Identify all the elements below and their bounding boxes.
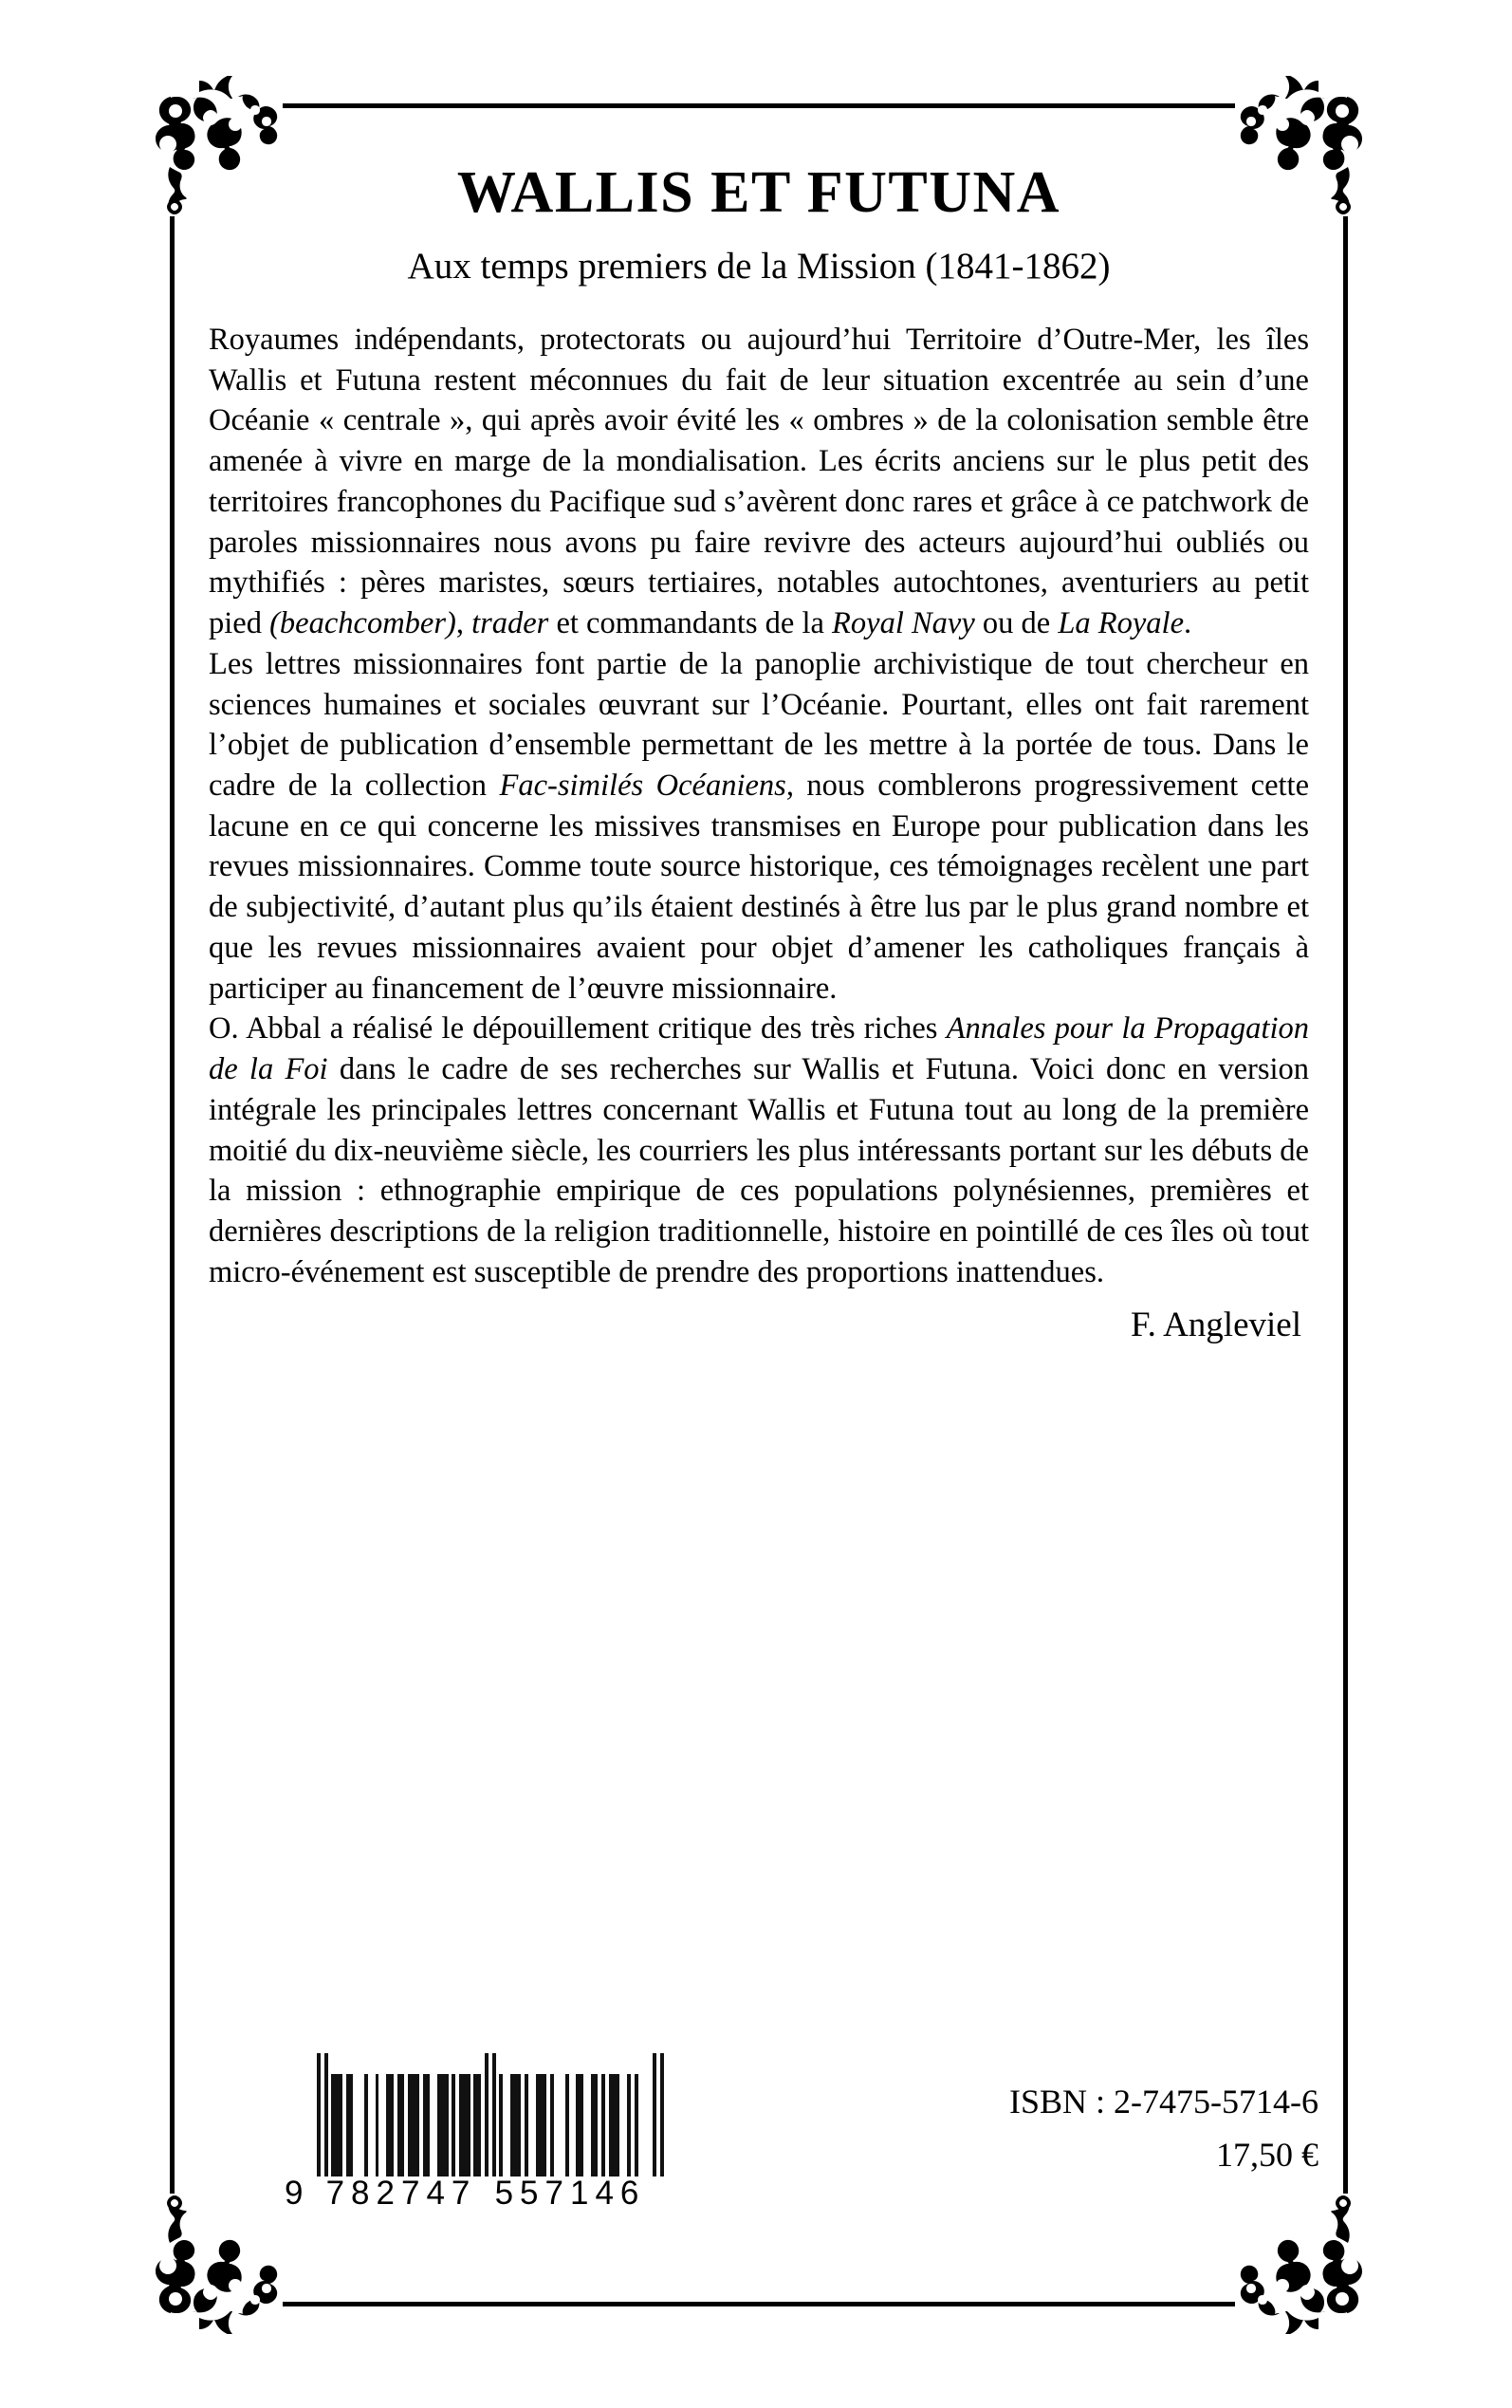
isbn-price-block — [1009, 2076, 1318, 2182]
blurb-emphasis: Royal Navy — [832, 606, 975, 641]
barcode-bar — [660, 2053, 664, 2176]
blurb-run: O. Abbal a réalisé le dépouillement critique des très riches — [209, 1011, 947, 1047]
cover-footer — [209, 2016, 1318, 2220]
barcode-bar — [423, 2074, 431, 2176]
barcode-bar — [437, 2074, 449, 2176]
barcode-bar — [459, 2074, 470, 2176]
barcode-space — [619, 2074, 627, 2176]
barcode-bar — [408, 2074, 419, 2176]
barcode-space — [503, 2074, 510, 2176]
frame-rule-bottom — [283, 2302, 1235, 2306]
blurb-emphasis: trader — [471, 606, 549, 641]
blurb-run: , — [455, 606, 472, 641]
paragraph-1 — [209, 320, 1309, 644]
barcode-space — [583, 2074, 591, 2176]
barcode-space — [569, 2074, 577, 2176]
book-title: WALLIS ET FUTUNA — [456, 160, 1061, 225]
isbn-text: ISBN : 2-7475-5714-6 — [1009, 2083, 1318, 2121]
cover-frame — [142, 76, 1375, 2334]
barcode-space — [368, 2074, 376, 2176]
barcode-space — [353, 2074, 364, 2176]
barcode-space — [430, 2074, 437, 2176]
book-subtitle: Aux temps premiers de la Mission (1841-1862) — [407, 246, 1111, 287]
barcode-bar — [386, 2074, 394, 2176]
blurb-run: Les lettres missionnaires font partie de la panoplie archivistique de tout chercheur en sciences humaines et sociales œuvrant sur l’Océanie. Pourtant, elles ont fait rarement l’objet de publication d’ensemble permettant de les mettre à la portée de tous. Dans le cadre de la collection — [209, 646, 1309, 803]
barcode-bars — [317, 2053, 664, 2176]
barcode-space — [528, 2074, 536, 2176]
back-cover-blurb — [209, 320, 1309, 1293]
barcode-space — [378, 2074, 386, 2176]
blurb-emphasis: La Royale — [1058, 606, 1185, 641]
barcode-bar — [397, 2074, 405, 2176]
frame-rule-right — [1343, 216, 1348, 2194]
barcode-lead-digit: 9 — [285, 2175, 305, 2212]
barcode-digits — [285, 2175, 664, 2213]
frame-rule-left — [170, 216, 175, 2194]
blurb-run: et commandants de la — [548, 606, 833, 641]
frame-rule-top — [283, 103, 1235, 108]
paragraph-2 — [209, 644, 1309, 1010]
price-text: 17,50 € — [1216, 2136, 1318, 2175]
barcode-bar — [591, 2074, 599, 2176]
barcode — [285, 2053, 664, 2213]
blurb-emphasis: Fac-similés Océaniens — [499, 768, 786, 803]
blurb-emphasis: (beachcomber) — [269, 606, 456, 641]
barcode-right-group: 557146 — [494, 2175, 646, 2212]
barcode-space — [638, 2074, 653, 2176]
barcode-left-group: 782747 — [325, 2175, 477, 2212]
cover-content — [209, 125, 1309, 1344]
barcode-bar — [609, 2074, 620, 2176]
blurb-emphasis: Annales pour la Propagation de la Foi — [209, 1011, 1309, 1087]
barcode-bar — [510, 2074, 522, 2176]
author-signature: F. Angleviel — [1131, 1305, 1301, 1344]
blurb-run: dans le cadre de ses recherches sur Wallis et Futuna. Voici donc en version intégrale les principales lettres concernant Wallis et Futuna tout au long de la première moitié du dix-neuvième siècle, les courriers les plus intéressants portant sur les débuts de la mission : ethnographie empirique de ces populations polynésiennes, premières et dernières descriptions de la religion traditionnelle, histoire en pointillé de ces îles où tout micro-événement est susceptible de prendre des proportions inattendues. — [209, 1052, 1309, 1289]
barcode-bar — [473, 2074, 481, 2176]
blurb-run: ou de — [974, 606, 1059, 641]
barcode-bar — [576, 2074, 583, 2176]
barcode-space — [554, 2074, 565, 2176]
barcode-bar — [346, 2074, 354, 2176]
blurb-run: , nous comblerons progressivement cette lacune en ce qui concerne les missives transmises en Europe pour publication dans les revues missionnaires. Comme toute source historique, ces témoignages recèlent une part de subjectivité, d’autant plus qu’ils étaient destinés à être lus par le plus grand nombre et que les revues missionnaires avaient pour objet d’amener les catholiques français à participer au financement de l’œuvre missionnaire. — [209, 768, 1309, 1006]
blurb-run: Royaumes indépendants, protectorats ou aujourd’hui Territoire d’Outre-Mer, les îles Wallis et Futuna restent méconnues du fait de leur situation excentrée au sein d’une Océanie « centrale », qui après avoir évité les « ombres » de la colonisation semble être amenée à vivre en marge de la mondialisation. Les écrits anciens sur le plus petit des territoires francophones du Pacifique sud s’avèrent donc rares et grâce à ce patchwork de paroles missionnaires nous avons pu faire revivre des acteurs aujourd’hui oubliés ou mythifiés : pères maristes, sœurs tertiaires, notables autochtones, aventuriers au petit pied — [209, 322, 1309, 641]
blurb-run: . — [1184, 606, 1192, 641]
barcode-bar — [536, 2074, 547, 2176]
barcode-bar — [331, 2074, 342, 2176]
paragraph-3 — [209, 1009, 1309, 1292]
